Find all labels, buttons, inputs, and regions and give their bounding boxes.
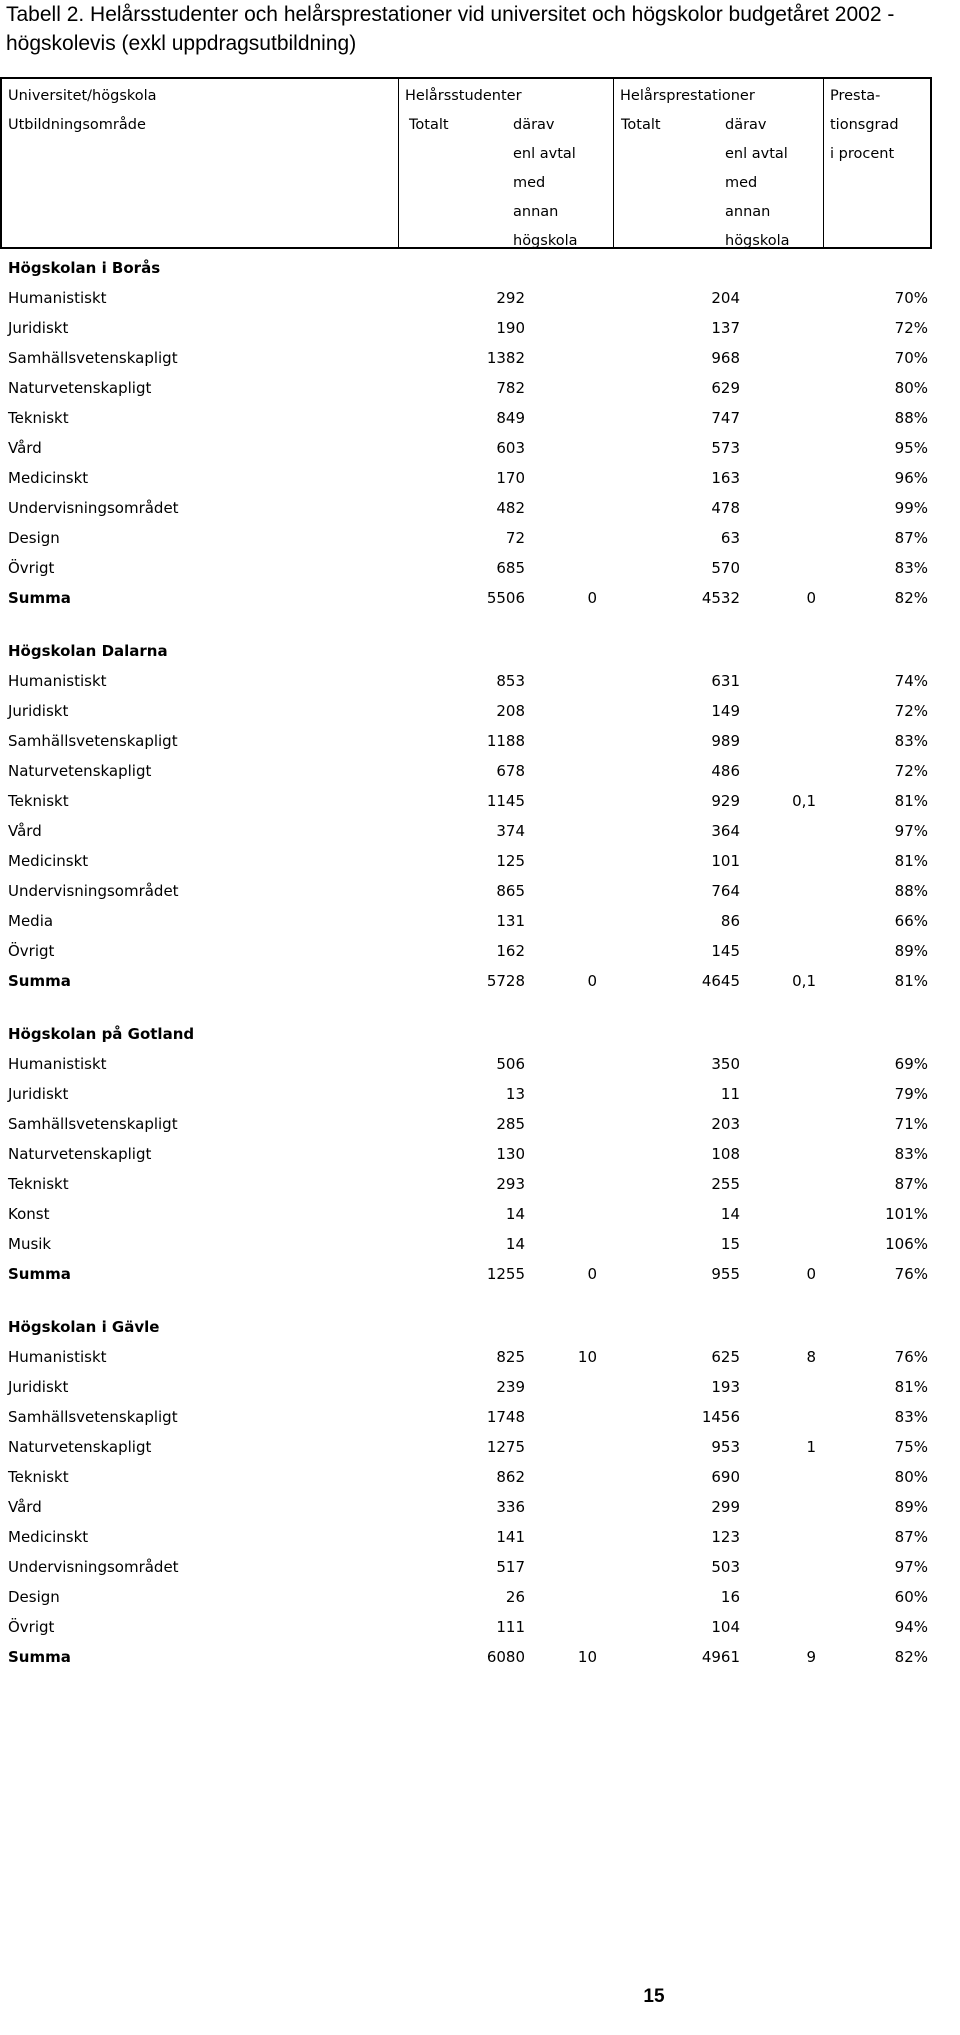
prestationsgrad: 76% [894, 1265, 928, 1283]
hst-total: 865 [496, 882, 525, 900]
prestationsgrad: 66% [894, 912, 928, 930]
prestationsgrad: 83% [894, 732, 928, 750]
hpr-total: 629 [711, 379, 740, 397]
table-row [0, 1492, 940, 1522]
row-label: Undervisningsområdet [8, 499, 179, 517]
hpr-total: 86 [720, 912, 740, 930]
hpr-total: 163 [711, 469, 740, 487]
hst-total: 125 [496, 852, 525, 870]
prestationsgrad: 72% [894, 762, 928, 780]
table-row [0, 726, 940, 756]
table-row [0, 696, 940, 726]
hpr-total: 108 [711, 1145, 740, 1163]
hst-total: 1275 [486, 1438, 525, 1456]
hpr-total: 350 [711, 1055, 740, 1073]
table-row [0, 1582, 940, 1612]
prestationsgrad: 88% [894, 409, 928, 427]
hpr-darav: 0,1 [792, 792, 816, 810]
hst-total: 825 [496, 1348, 525, 1366]
hst-total: 603 [496, 439, 525, 457]
section-name: Högskolan Dalarna [8, 642, 168, 660]
hpr-total: 690 [711, 1468, 740, 1486]
header-presta-1: Presta- [830, 88, 881, 104]
hst-total: 1255 [486, 1265, 525, 1283]
hst-total: 1748 [486, 1408, 525, 1426]
table-row [0, 523, 940, 553]
prestationsgrad: 76% [894, 1348, 928, 1366]
hpr-darav: 0 [806, 1265, 816, 1283]
hst-darav: 0 [587, 589, 597, 607]
hpr-total: 953 [711, 1438, 740, 1456]
hst-total: 208 [496, 702, 525, 720]
hpr-total: 123 [711, 1528, 740, 1546]
table-row [0, 463, 940, 493]
hst-total: 162 [496, 942, 525, 960]
row-label: Konst [8, 1205, 50, 1223]
prestationsgrad: 88% [894, 882, 928, 900]
hst-darav: 0 [587, 972, 597, 990]
hpr-total: 764 [711, 882, 740, 900]
row-label: Juridiskt [8, 702, 69, 720]
hpr-total: 1456 [701, 1408, 740, 1426]
table-row [0, 846, 940, 876]
table-row [0, 1522, 940, 1552]
table-row [0, 876, 940, 906]
prestationsgrad: 79% [894, 1085, 928, 1103]
header-hpr-sub: med [725, 175, 758, 191]
hpr-total: 4645 [701, 972, 740, 990]
hpr-total: 503 [711, 1558, 740, 1576]
section-name: Högskolan i Gävle [8, 1318, 160, 1336]
table-title: Tabell 2. Helårsstudenter och helårsprestationer vid universitet och högskolor budgetåret 2002 - högskolevis (exkl uppdragsutbildning) [6, 3, 895, 55]
hpr-darav: 0,1 [792, 972, 816, 990]
table-row [0, 1199, 940, 1229]
table-row [0, 373, 940, 403]
prestationsgrad: 97% [894, 822, 928, 840]
prestationsgrad: 81% [894, 1378, 928, 1396]
summary-row [0, 1642, 940, 1672]
prestationsgrad: 81% [894, 852, 928, 870]
hst-total: 517 [496, 1558, 525, 1576]
hst-total: 853 [496, 672, 525, 690]
header-hst-sub: annan [513, 204, 559, 220]
hpr-total: 4961 [701, 1648, 740, 1666]
row-label: Humanistiskt [8, 1055, 107, 1073]
hpr-total: 747 [711, 409, 740, 427]
row-label: Samhällsvetenskapligt [8, 1408, 178, 1426]
table-row [0, 1612, 940, 1642]
header-hst-darav: därav [513, 117, 555, 133]
header-hpr-sub: enl avtal [725, 146, 788, 162]
row-label: Övrigt [8, 942, 55, 960]
table-row [0, 1139, 940, 1169]
row-label: Tekniskt [8, 1468, 69, 1486]
header-area-label: Utbildningsområde [8, 117, 146, 133]
prestationsgrad: 97% [894, 1558, 928, 1576]
hpr-total: 14 [720, 1205, 740, 1223]
hst-total: 292 [496, 289, 525, 307]
prestationsgrad: 99% [894, 499, 928, 517]
section-heading [0, 1312, 940, 1342]
hpr-total: 149 [711, 702, 740, 720]
table-row [0, 1372, 940, 1402]
header-hst-sub: med [513, 175, 546, 191]
row-label: Humanistiskt [8, 672, 107, 690]
hpr-total: 929 [711, 792, 740, 810]
header-presta-3: i procent [830, 146, 895, 162]
row-label: Tekniskt [8, 792, 69, 810]
prestationsgrad: 80% [894, 1468, 928, 1486]
hpr-total: 193 [711, 1378, 740, 1396]
hst-total: 5728 [486, 972, 525, 990]
table-row [0, 936, 940, 966]
table-row [0, 283, 940, 313]
hst-total: 482 [496, 499, 525, 517]
prestationsgrad: 83% [894, 1408, 928, 1426]
hst-total: 506 [496, 1055, 525, 1073]
row-label: Samhällsvetenskapligt [8, 732, 178, 750]
table-row [0, 1079, 940, 1109]
prestationsgrad: 94% [894, 1618, 928, 1636]
hst-total: 190 [496, 319, 525, 337]
hst-total: 685 [496, 559, 525, 577]
header-hpr-totalt: Totalt [621, 117, 661, 133]
row-label: Design [8, 1588, 60, 1606]
row-label: Summa [8, 589, 71, 607]
hst-total: 862 [496, 1468, 525, 1486]
hst-darav: 10 [577, 1348, 597, 1366]
hst-total: 14 [505, 1235, 525, 1253]
row-label: Design [8, 529, 60, 547]
hst-total: 14 [505, 1205, 525, 1223]
table-row [0, 433, 940, 463]
row-label: Samhällsvetenskapligt [8, 349, 178, 367]
prestationsgrad: 83% [894, 559, 928, 577]
row-label: Summa [8, 1648, 71, 1666]
header-divider [398, 79, 399, 247]
prestationsgrad: 71% [894, 1115, 928, 1133]
summary-row [0, 1259, 940, 1289]
prestationsgrad: 70% [894, 289, 928, 307]
hpr-total: 63 [720, 529, 740, 547]
hst-total: 72 [505, 529, 525, 547]
hst-total: 782 [496, 379, 525, 397]
prestationsgrad: 83% [894, 1145, 928, 1163]
hst-total: 131 [496, 912, 525, 930]
prestationsgrad: 106% [885, 1235, 928, 1253]
hst-total: 5506 [486, 589, 525, 607]
row-label: Naturvetenskapligt [8, 762, 152, 780]
hpr-total: 989 [711, 732, 740, 750]
row-label: Humanistiskt [8, 289, 107, 307]
table-row [0, 553, 940, 583]
table-row [0, 403, 940, 433]
hpr-total: 11 [720, 1085, 740, 1103]
table-row [0, 1109, 940, 1139]
prestationsgrad: 87% [894, 1175, 928, 1193]
header-hst-group: Helårsstudenter [405, 88, 522, 104]
prestationsgrad: 89% [894, 1498, 928, 1516]
hst-darav: 10 [577, 1648, 597, 1666]
hpr-darav: 9 [806, 1648, 816, 1666]
header-hpr-sub: högskola [725, 233, 790, 249]
hpr-total: 968 [711, 349, 740, 367]
header-divider [823, 79, 824, 247]
hpr-total: 204 [711, 289, 740, 307]
prestationsgrad: 74% [894, 672, 928, 690]
row-label: Medicinskt [8, 1528, 89, 1546]
table-row [0, 1432, 940, 1462]
row-label: Medicinskt [8, 469, 89, 487]
hst-total: 293 [496, 1175, 525, 1193]
prestationsgrad: 75% [894, 1438, 928, 1456]
row-label: Tekniskt [8, 1175, 69, 1193]
prestationsgrad: 87% [894, 529, 928, 547]
hst-total: 336 [496, 1498, 525, 1516]
row-label: Media [8, 912, 54, 930]
row-label: Tekniskt [8, 409, 69, 427]
prestationsgrad: 95% [894, 439, 928, 457]
prestationsgrad: 81% [894, 792, 928, 810]
table-row [0, 1342, 940, 1372]
hpr-total: 486 [711, 762, 740, 780]
hst-total: 130 [496, 1145, 525, 1163]
prestationsgrad: 72% [894, 319, 928, 337]
hst-total: 26 [505, 1588, 525, 1606]
hpr-darav: 8 [806, 1348, 816, 1366]
hpr-total: 299 [711, 1498, 740, 1516]
hst-darav: 0 [587, 1265, 597, 1283]
hpr-total: 625 [711, 1348, 740, 1366]
hst-total: 285 [496, 1115, 525, 1133]
section-heading [0, 636, 940, 666]
row-label: Undervisningsområdet [8, 1558, 179, 1576]
hst-total: 1145 [486, 792, 525, 810]
table-row [0, 786, 940, 816]
header-hpr-group: Helårsprestationer [620, 88, 755, 104]
spacer-row [0, 996, 940, 1019]
hst-total: 1188 [486, 732, 525, 750]
row-label: Naturvetenskapligt [8, 379, 152, 397]
prestationsgrad: 81% [894, 972, 928, 990]
hpr-total: 101 [711, 852, 740, 870]
header-hst-sub: enl avtal [513, 146, 576, 162]
header-presta-2: tionsgrad [830, 117, 899, 133]
table-row [0, 1169, 940, 1199]
prestationsgrad: 72% [894, 702, 928, 720]
hpr-total: 137 [711, 319, 740, 337]
section-name: Högskolan i Borås [8, 259, 161, 277]
row-label: Medicinskt [8, 852, 89, 870]
hpr-total: 955 [711, 1265, 740, 1283]
section-heading [0, 253, 940, 283]
table-row [0, 906, 940, 936]
hst-total: 111 [496, 1618, 525, 1636]
table-row [0, 1229, 940, 1259]
table-row [0, 343, 940, 373]
table-row [0, 756, 940, 786]
row-label: Vård [8, 439, 42, 457]
prestationsgrad: 89% [894, 942, 928, 960]
spacer-row [0, 613, 940, 636]
header-university-label: Universitet/högskola [8, 88, 157, 104]
hpr-total: 364 [711, 822, 740, 840]
section-heading [0, 1019, 940, 1049]
table-header [0, 77, 932, 249]
hst-total: 374 [496, 822, 525, 840]
row-label: Övrigt [8, 559, 55, 577]
table-row [0, 666, 940, 696]
table-row [0, 816, 940, 846]
row-label: Juridiskt [8, 1378, 69, 1396]
summary-row [0, 583, 940, 613]
section-name: Högskolan på Gotland [8, 1025, 195, 1043]
hst-total: 170 [496, 469, 525, 487]
prestationsgrad: 96% [894, 469, 928, 487]
hst-total: 6080 [486, 1648, 525, 1666]
prestationsgrad: 80% [894, 379, 928, 397]
prestationsgrad: 60% [894, 1588, 928, 1606]
hpr-total: 573 [711, 439, 740, 457]
table-body [0, 253, 940, 1672]
table-row [0, 1402, 940, 1432]
row-label: Summa [8, 1265, 71, 1283]
header-hpr-darav: därav [725, 117, 767, 133]
row-label: Undervisningsområdet [8, 882, 179, 900]
prestationsgrad: 101% [885, 1205, 928, 1223]
row-label: Övrigt [8, 1618, 55, 1636]
row-label: Juridiskt [8, 319, 69, 337]
page-number: 15 [643, 1986, 665, 2007]
hpr-darav: 1 [806, 1438, 816, 1456]
spacer-row [0, 1289, 940, 1312]
table-row [0, 1552, 940, 1582]
hpr-total: 255 [711, 1175, 740, 1193]
table-row [0, 1049, 940, 1079]
row-label: Samhällsvetenskapligt [8, 1115, 178, 1133]
hpr-total: 104 [711, 1618, 740, 1636]
hpr-total: 570 [711, 559, 740, 577]
header-hst-totalt: Totalt [409, 117, 449, 133]
row-label: Vård [8, 822, 42, 840]
hpr-darav: 0 [806, 589, 816, 607]
header-divider [613, 79, 614, 247]
hst-total: 849 [496, 409, 525, 427]
hst-total: 13 [505, 1085, 525, 1103]
prestationsgrad: 87% [894, 1528, 928, 1546]
hst-total: 678 [496, 762, 525, 780]
hpr-total: 631 [711, 672, 740, 690]
hst-total: 141 [496, 1528, 525, 1546]
hpr-total: 16 [720, 1588, 740, 1606]
prestationsgrad: 82% [894, 1648, 928, 1666]
hpr-total: 4532 [701, 589, 740, 607]
row-label: Musik [8, 1235, 52, 1253]
hpr-total: 478 [711, 499, 740, 517]
hst-total: 1382 [486, 349, 525, 367]
row-label: Humanistiskt [8, 1348, 107, 1366]
row-label: Naturvetenskapligt [8, 1438, 152, 1456]
hpr-total: 15 [720, 1235, 740, 1253]
summary-row [0, 966, 940, 996]
row-label: Summa [8, 972, 71, 990]
row-label: Juridiskt [8, 1085, 69, 1103]
table-row [0, 313, 940, 343]
prestationsgrad: 82% [894, 589, 928, 607]
table-row [0, 1462, 940, 1492]
prestationsgrad: 69% [894, 1055, 928, 1073]
row-label: Vård [8, 1498, 42, 1516]
hst-total: 239 [496, 1378, 525, 1396]
row-label: Naturvetenskapligt [8, 1145, 152, 1163]
prestationsgrad: 70% [894, 349, 928, 367]
table-row [0, 493, 940, 523]
hpr-total: 203 [711, 1115, 740, 1133]
header-hst-sub: högskola [513, 233, 578, 249]
hpr-total: 145 [711, 942, 740, 960]
header-hpr-sub: annan [725, 204, 771, 220]
